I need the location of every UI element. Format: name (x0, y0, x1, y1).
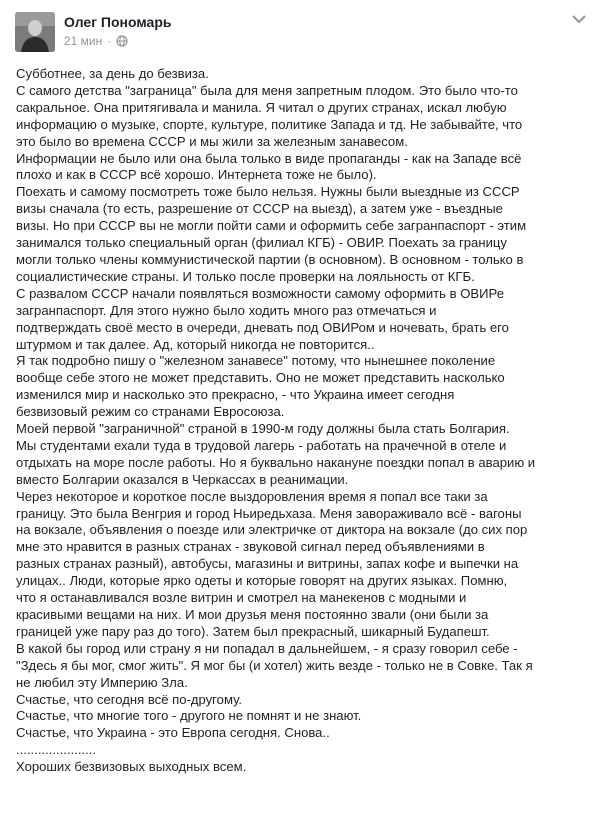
meta-separator: · (107, 34, 112, 48)
chevron-down-icon[interactable] (570, 12, 588, 26)
author-name[interactable]: Олег Пономарь (64, 14, 172, 30)
post-text-line: Информации не было или она была только в виде пропаганды - как на Западе всё (16, 150, 522, 166)
post-text-line: Моей первой "заграничной" страной в 1990-м году должны была стать Болгария. (16, 421, 510, 437)
post-text-line: Хороших безвизовых выходных всем. (16, 759, 247, 775)
post-text-line: разных странах разный), автобусы, магазины и витрины, запах кофе и выпечки на (16, 556, 519, 572)
post-text-line: безвизовый режим со странами Евросоюза. (16, 404, 285, 420)
post-text-line: визы. Но при СССР вы не могли пойти сами и оформить себе загранпаспорт - этим (16, 218, 527, 234)
post-text-line: не любил эту Империю Зла. (16, 674, 188, 690)
post-text-line: это было во времена СССР и мы жили за железным занавесом. (16, 133, 408, 149)
post-text-line: Счастье, что Украина - это Европа сегодня. Снова.. (16, 725, 330, 741)
post-text-line: улицах.. Люди, которые ярко одеты и которые говорят на других языках. Помню, (16, 573, 508, 589)
post-text-line: В какой бы город или страну я ни попадал в дальнейшем, - я сразу говорил себе - (16, 640, 518, 656)
post-text-line: С самого детства "заграница" была для меня запретным плодом. Это было что-то (16, 82, 518, 98)
post-text-line: штурмом и так далее. Ад, который никогда не повторится.. (16, 336, 375, 352)
post-text-line: социалистические страны. И только после проверки на лояльность от КГБ. (16, 268, 475, 284)
post-text-line: что я останавливался возле витрин и смотрел на манекенов с модными и (16, 590, 467, 606)
post-meta (64, 34, 128, 48)
globe-icon[interactable] (116, 35, 128, 47)
post-text-line: Через некоторое и короткое после выздоровления время я попал все таки за (16, 488, 488, 504)
post-text-line: занимался только специальный орган (филиал КГБ) - ОВИР. Поехать за границу (16, 235, 507, 251)
post-text-line: подтверждать своё место в очереди, дневать под ОВИРом и ночевать, брать его (16, 319, 509, 335)
post-text-line: Счастье, что многие того - другого не помнят и не знают. (16, 708, 362, 724)
post-text-line: Счастье, что сегодня всё по-другому. (16, 691, 242, 707)
post-text-line: отдыхать на море после работы. Но я буквально накануне поездки попал в аварию и (16, 454, 536, 470)
post-text-line: границей уже пару раз до того). Затем был прекрасный, шикарный Будапешт. (16, 623, 490, 639)
post-time[interactable]: 21 мин (64, 34, 103, 48)
post-text-line: границу. Это была Венгрия и город Ньиредьхаза. Меня завораживало всё - вагоны (16, 505, 522, 521)
post-text-line: сакральное. Она притягивала и манила. Я читал о других странах, искал любую (16, 99, 507, 115)
post-text-line: красивыми вещами на них. И мои друзья меня постоянно звали (они были за (16, 607, 489, 622)
post-header (0, 0, 600, 62)
post-text-line: мне это нравится в разных странах - звуковой сигнал перед объявлениями в (16, 539, 485, 555)
post-text-line: загранпаспорт. Для этого нужно было ходить много раз отмечаться и (16, 302, 437, 318)
avatar[interactable] (15, 12, 55, 52)
post-text (16, 66, 591, 776)
post-text-line: информацию о музыке, спорте, культуре, политике Запада и тд. Не забывайте, что (16, 116, 523, 132)
post-text-line: вместо Болгарии оказался в Черкассах в реанимации. (16, 471, 349, 487)
post-text-line: ...................... (16, 742, 97, 758)
post-text-line: вообще себе этого не может представить. Оно не может представить насколько (16, 370, 505, 386)
post-text-line: изменился мир и насколько это прекрасно, - что Украина имеет сегодня (16, 387, 455, 403)
post-text-line: визы сначала (то есть, разрешение от СССР на выезд), а затем уже - въездные (16, 201, 503, 217)
post-text-line: Я так подробно пишу о "железном занавесе" потому, что нынешнее поколение (16, 353, 496, 369)
post-text-line: "Здесь я бы мог, смог жить". Я мог бы (и хотел) жить везде - только не в Совке. Так я (16, 657, 533, 673)
post-text-line: С развалом СССР начали появляться возможности самому оформить в ОВИРе (16, 285, 504, 301)
post-text-line: плохо и как в СССР всё хорошо. Интернета тоже не было). (16, 167, 377, 183)
post-text-line: Субботнее, за день до безвиза. (16, 66, 209, 81)
post-text-line: на вокзале, объявления о поезде или электричке от диктора на вокзале (до сих пор (16, 522, 528, 538)
post-text-line: Мы студентами ехали туда в трудовой лагерь - работать на прачечной в отеле и (16, 437, 507, 453)
post-text-line: могли только члены коммунистической партии (в основном). В основном - только в (16, 251, 524, 267)
post-text-line: Поехать и самому посмотреть тоже было нельзя. Нужны были выездные из СССР (16, 184, 520, 200)
